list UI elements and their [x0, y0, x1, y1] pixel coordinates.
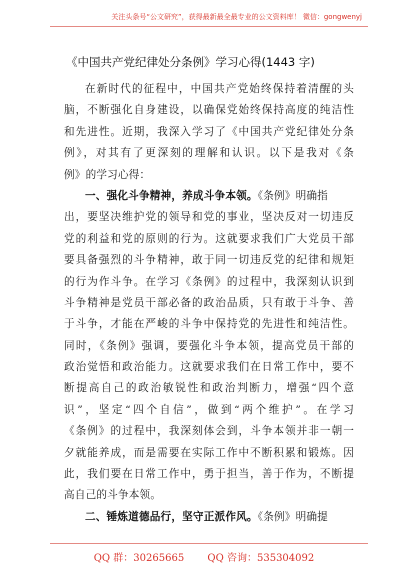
section-1-line-9: 断提高自己的政治敏锐性和政治判断力，增强“四个意 — [64, 382, 354, 395]
section-1-line-12: 夕就能养成，而是需要在实际工作中不断积累和锻炼。因 — [64, 446, 354, 459]
document-title: 《中国共产党纪律处分条例》学习心得(1443 字) — [66, 55, 315, 69]
section-1-line-7: 同时，《条例》强调，要强化斗争本领，提高党员干部的 — [64, 339, 354, 352]
footer-qq-group: QQ 群：30265665 — [93, 553, 185, 564]
section-2-heading-rest: 《条例》明确提 — [257, 510, 328, 523]
section-1-line-3: 要具备强烈的斗争精神，敢于同一切违反党的纪律和规矩 — [64, 254, 354, 267]
section-1-line-6: 于斗争，才能在严峻的斗争中保持党的先进性和纯洁性。 — [64, 318, 354, 331]
section-1-line-8: 政治觉悟和政治能力。这就要求我们在日常工作中，要不 — [64, 361, 354, 374]
section-2-heading-line — [64, 507, 354, 528]
document-body — [64, 79, 354, 528]
section-1-line-14: 高自己的斗争本领。 — [64, 489, 162, 502]
section-1-heading-rest: 《条例》明确指 — [257, 189, 328, 202]
section-2-heading: 二、锤炼道德品行，坚守正派作风。 — [85, 510, 258, 523]
header-note: 关注头条号“公文研究”，获得最新最全最专业的公文资料库！ 微信：gongwenyj — [111, 13, 362, 21]
footer-contact — [0, 549, 408, 564]
paragraph-1-line-1: 在新时代的征程中，中国共产党始终保持着清醒的头 — [85, 83, 354, 95]
paragraph-1-line-2: 脑，不断强化自身建设，以确保党始终保持高度的纯洁性 — [64, 104, 354, 117]
section-1-line-10: 识”，坚定“四个自信”，做到“两个维护”。在学习 — [64, 403, 354, 416]
section-1-line-2: 党的利益和党的原则的行为。这就要求我们广大党员干部 — [64, 232, 354, 245]
paragraph-1-line-3: 和先进性。近期，我深入学习了《中国共产党纪律处分条 — [64, 125, 354, 138]
paragraph-1-line-4: 例》，对其有了更深刻的理解和认识。以下是我对《条 — [64, 147, 354, 160]
section-1-line-5: 斗争精神是党员干部必备的政治品质，只有敢于斗争、善 — [64, 296, 354, 309]
section-1-line-4: 的行为作斗争。在学习《条例》的过程中，我深刻认识到 — [64, 275, 354, 288]
paragraph-1-line-5: 例》的学习心得： — [64, 168, 151, 181]
section-1-heading: 一、强化斗争精神，养成斗争本领。 — [85, 189, 258, 202]
section-1-line-11: 《条例》的过程中，我深刻体会到，斗争本领并非一朝一 — [64, 425, 354, 438]
section-1-line-13: 此，我们要在日常工作中，勇于担当，善于作为，不断提 — [64, 468, 354, 481]
footer-qq-consult: QQ 咨询：535304092 — [207, 553, 315, 564]
header-divider — [50, 26, 368, 27]
section-1-heading-line — [64, 186, 354, 207]
footer-divider — [50, 543, 368, 544]
section-1-line-1: 出，要坚决维护党的领导和党的事业，坚决反对一切违反 — [64, 211, 354, 224]
